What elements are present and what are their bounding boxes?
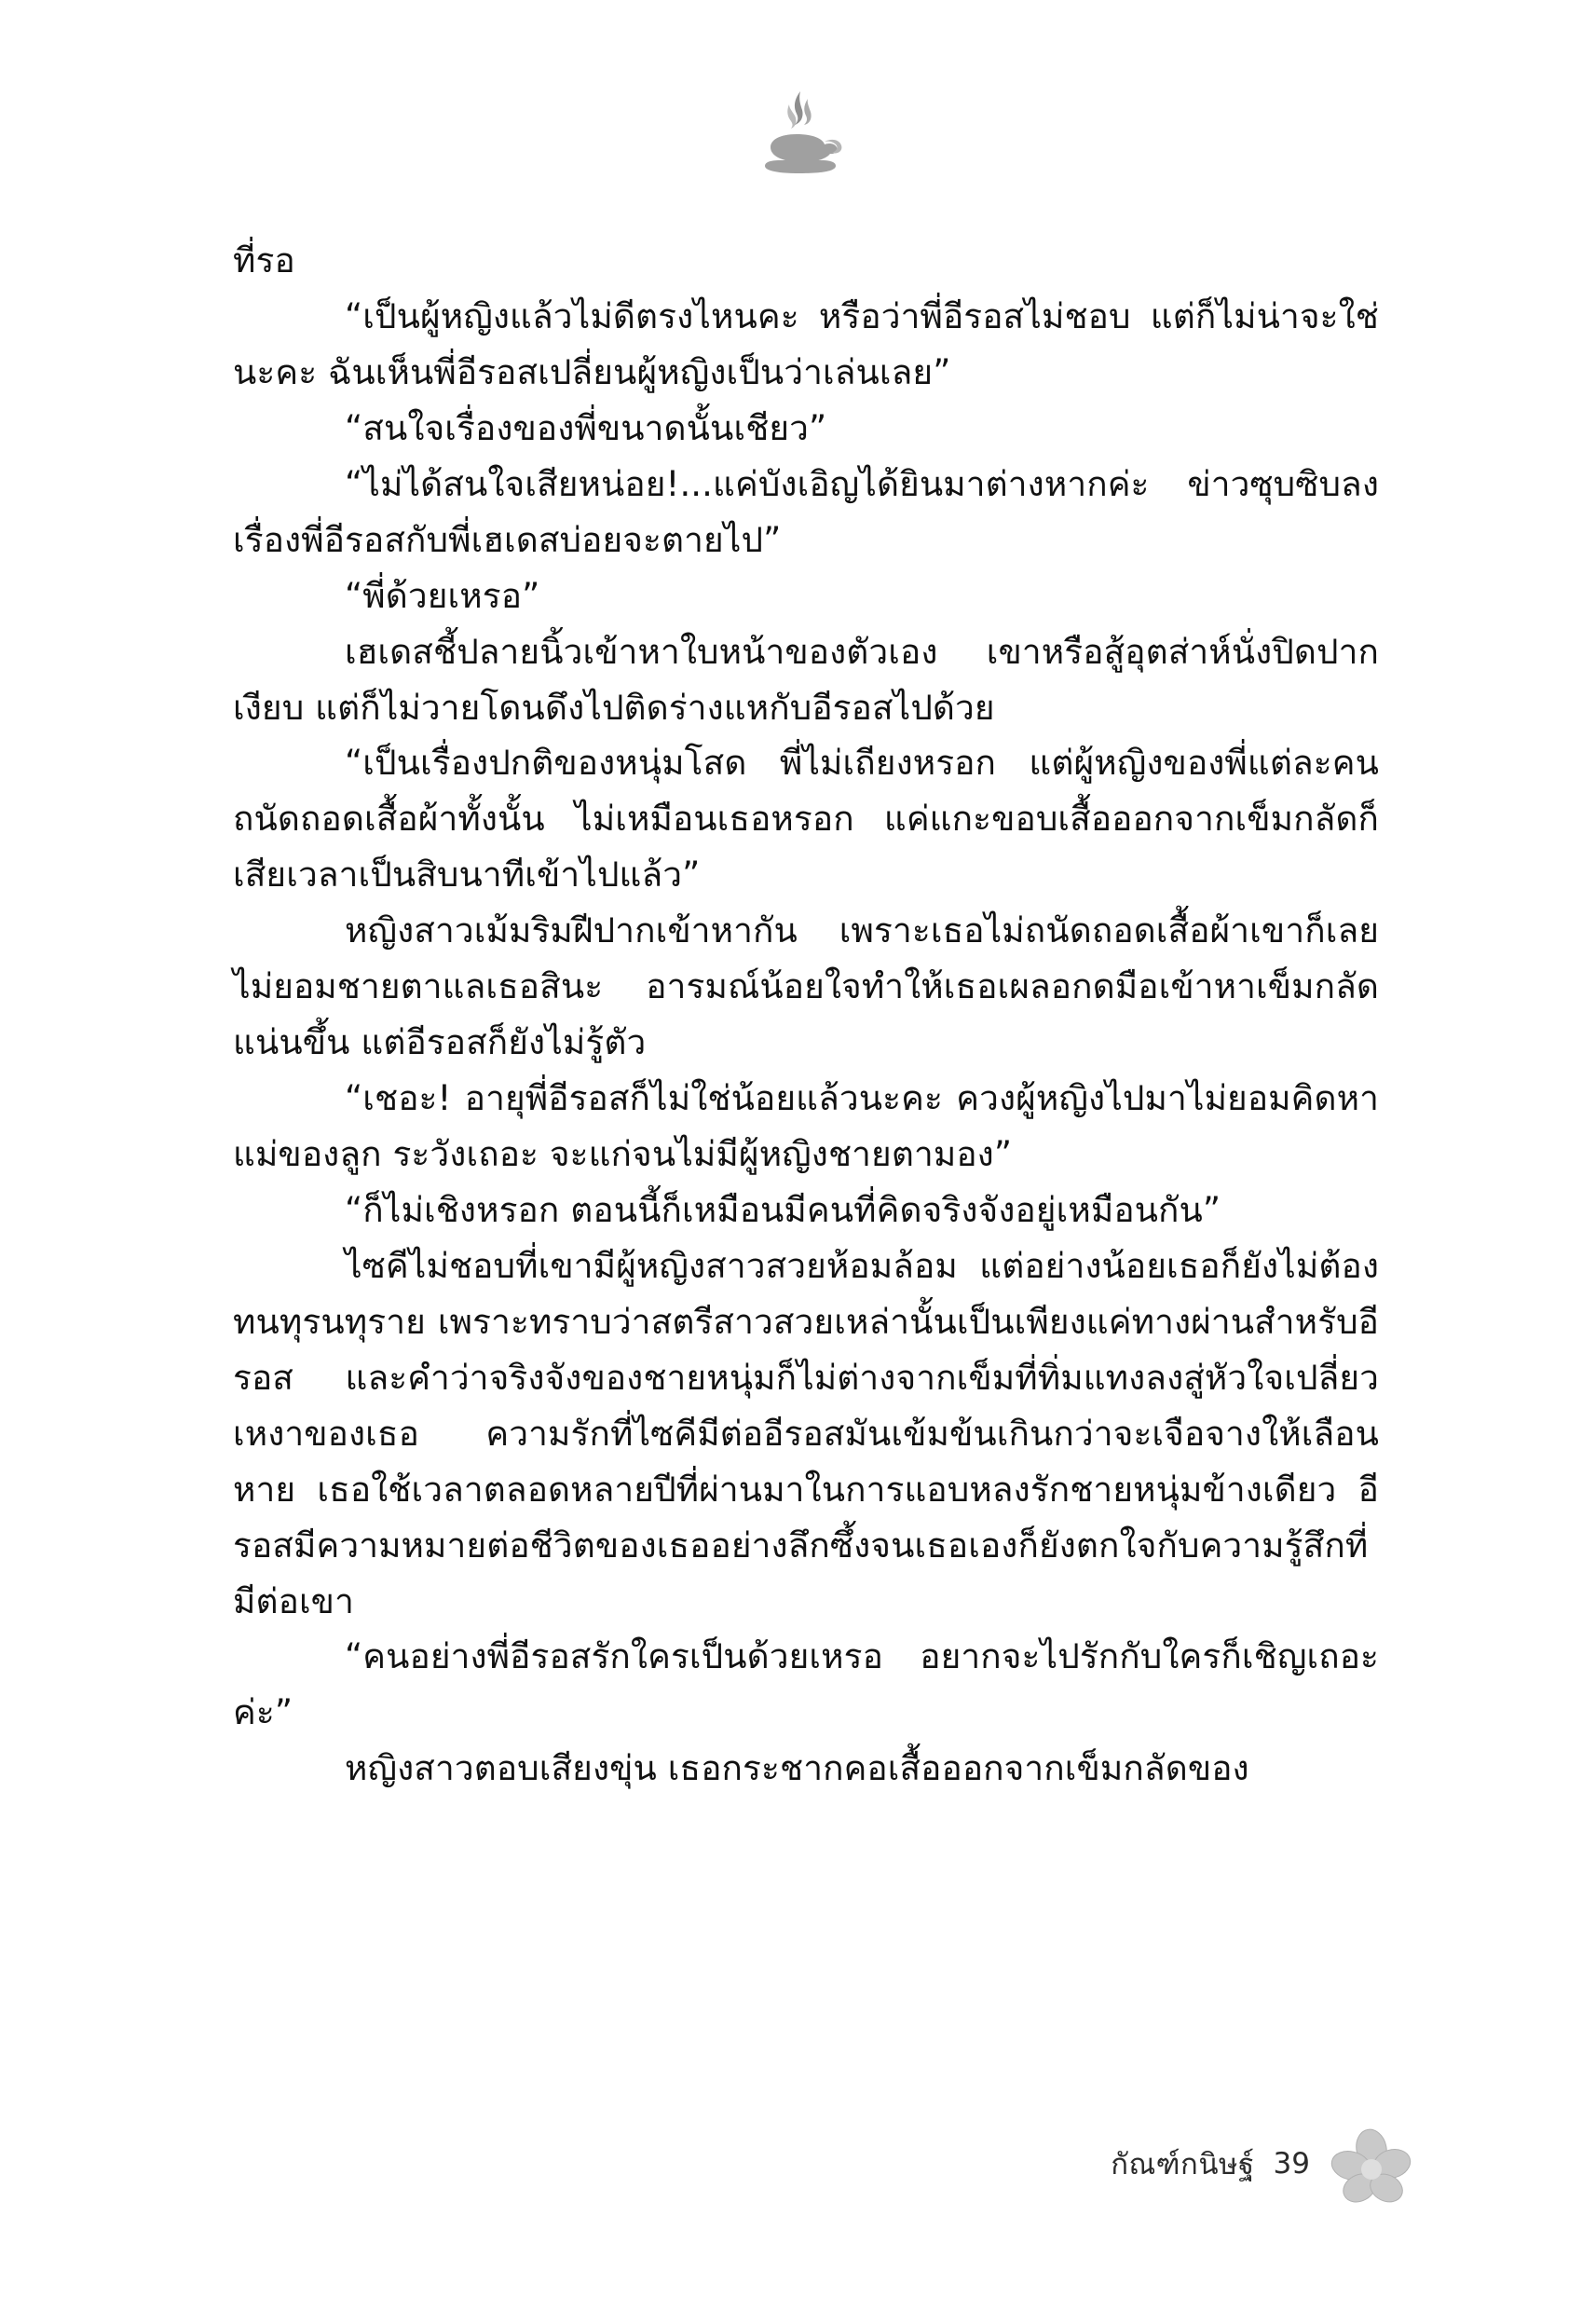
paragraph: “สนใจเรื่องของพี่ขนาดนั้นเชียว”: [345, 407, 827, 448]
paragraph: “ก็ไม่เชิงหรอก ตอนนี้ก็เหมือนมีคนที่คิดจริงจังอยู่เหมือนกัน”: [345, 1189, 1221, 1230]
paragraph: “คนอย่างพี่อีรอสรักใครเป็นด้วยเหรอ อยากจะไปรักกับใครก็เชิญเถอะค่ะ”: [233, 1636, 1379, 1733]
paragraph: “เป็นผู้หญิงแล้วไม่ดีตรงไหนคะ หรือว่าพี่อีรอสไม่ชอบ แต่ก็ไม่น่าจะใช่นะคะ ฉันเห็นพี่อีรอสเปลี่ยนผู้หญิงเป็นว่าเล่นเลย”: [233, 295, 1379, 392]
page-number: 39: [1273, 2147, 1310, 2181]
book-title: กัณฑ์กนิษฐ์: [1111, 2148, 1255, 2181]
paragraph: เฮเดสชี้ปลายนิ้วเข้าหาใบหน้าของตัวเอง เขาหรือสู้อุตส่าห์นั่งปิดปากเงียบ แต่ก็ไม่วายโดนดึงไปติดร่างแหกับอีรอสไปด้วย: [233, 631, 1379, 728]
oil-lamp-icon: [743, 86, 854, 188]
page-footer: [1111, 2121, 1414, 2207]
paragraph: “ไม่ได้สนใจเสียหน่อย!...แค่บังเอิญได้ยินมาต่างหากค่ะ ข่าวซุบซิบลงเรื่องพี่อีรอสกับพี่เฮเดสบ่อยจะตายไป”: [233, 463, 1379, 560]
paragraph: หญิงสาวเม้มริมฝีปากเข้าหากัน เพราะเธอไม่ถนัดถอดเสื้อผ้าเขาก็เลยไม่ยอมชายตาแลเธอสินะ อารมณ์น้อยใจทำให้เธอเผลอกดมือเข้าหาเข็มกลัดแน่นขึ้น แต่อีรอสก็ยังไม่รู้ตัว: [233, 910, 1379, 1063]
paragraph: หญิงสาวตอบเสียงขุ่น เธอกระชากคอเสื้อออกจากเข็มกลัดของ: [345, 1748, 1249, 1789]
flower-icon: [1329, 2126, 1414, 2212]
paragraph: “เชอะ! อายุพี่อีรอสก็ไม่ใช่น้อยแล้วนะคะ ควงผู้หญิงไปมาไม่ยอมคิดหาแม่ของลูก ระวังเถอะ จะแก่จนไม่มีผู้หญิงชายตามอง”: [233, 1078, 1379, 1174]
paragraph: ไซคีไม่ชอบที่เขามีผู้หญิงสาวสวยห้อมล้อม แต่อย่างน้อยเธอก็ยังไม่ต้องทนทุรนทุราย เพราะทราบว่าสตรีสาวสวยเหล่านั้นเป็นเพียงแค่ทางผ่านสำหรับอีรอส และคำว่าจริงจังของชายหนุ่มก็ไม่ต่างจากเข็มที่ทิ่มแทงลงสู่หัวใจเปลี่ยวเหงาของเธอ ความรักที่ไซคีมีต่ออีรอสมันเข้มข้นเกินกว่าจะเจือจางให้เลือนหาย เธอใช้เวลาตลอดหลายปีที่ผ่านมาในการแอบหลงรักชายหนุ่มข้างเดียว อีรอสมีความหมายต่อชีวิตของเธออย่างลึกซึ้งจนเธอเองก็ยังตกใจกับความรู้สึกที่มีต่อเขา: [233, 1245, 1379, 1621]
page-body: [233, 233, 1379, 1797]
paragraph: “เป็นเรื่องปกติของหนุ่มโสด พี่ไม่เถียงหรอก แต่ผู้หญิงของพี่แต่ละคนถนัดถอดเสื้อผ้าทั้งนั้น ไม่เหมือนเธอหรอก แค่แกะขอบเสื้อออกจากเข็มกลัดก็เสียเวลาเป็นสิบนาทีเข้าไปแล้ว”: [233, 743, 1379, 896]
paragraph: “พี่ด้วยเหรอ”: [345, 575, 540, 616]
header-ornament: [0, 86, 1596, 188]
paragraph: ที่รอ: [233, 240, 295, 280]
